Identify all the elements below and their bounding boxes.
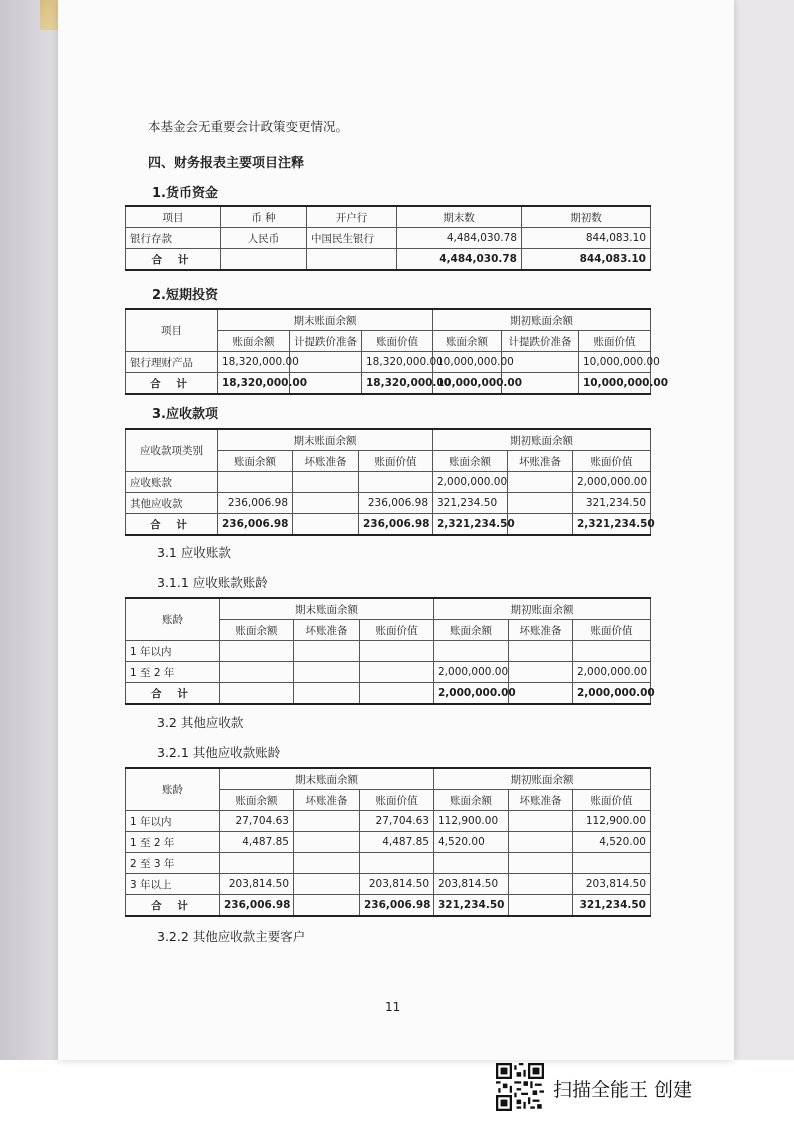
cell: 4,487.85 [220,832,294,853]
cell: 18,320,000.00 [362,373,433,395]
subsection-title: 3.1.1 应收账款账龄 [157,575,268,590]
cell [294,832,360,853]
cell: 3 年以上 [126,874,220,895]
header-cell: 账面价值 [573,620,651,641]
cell: 2,321,234.50 [573,514,651,536]
table-row [126,874,651,895]
header-cell: 项目 [126,206,221,228]
cell [220,683,294,705]
header-cell: 坏账准备 [294,620,360,641]
cell: 银行理财产品 [126,352,218,373]
table-header-row [126,309,651,331]
cell [573,641,651,662]
header-cell: 账面价值 [360,790,434,811]
cell: 合 计 [126,249,221,271]
cell: 236,006.98 [218,514,293,536]
cell: 合 计 [126,373,218,395]
table-row [126,811,651,832]
header-cell: 期初账面余额 [434,768,651,790]
table-row [126,352,651,373]
cell: 18,320,000.00 [218,373,290,395]
cell: 2,000,000.00 [573,472,651,493]
cell [360,641,434,662]
cash-table [125,205,651,271]
cell: 321,234.50 [433,493,508,514]
header-cell: 坏账准备 [508,451,573,472]
receivables-title: 3.应收款项 [152,407,218,422]
header-cell: 计提跌价准备 [502,331,579,352]
scanner-watermark: 扫描全能王 创建 [553,1079,693,1101]
cell: 应收账款 [126,472,218,493]
cell [294,683,360,705]
cell: 321,234.50 [573,493,651,514]
header-cell: 账面余额 [220,790,294,811]
header-cell: 坏账准备 [294,790,360,811]
cell: 27,704.63 [360,811,434,832]
cell [509,874,573,895]
cell: 18,320,000.00 [218,352,290,373]
cell: 10,000,000.00 [579,352,651,373]
cell [294,662,360,683]
header-cell: 账面余额 [434,790,509,811]
cell: 203,814.50 [573,874,651,895]
receivable-aging-table [125,597,655,705]
cell [293,514,359,536]
cell: 2,000,000.00 [434,662,509,683]
header-cell: 期初账面余额 [433,429,651,451]
table-header-row [126,206,651,228]
table-header-row [126,598,651,620]
cell: 112,900.00 [573,811,651,832]
receivables-table [125,428,655,536]
cell [509,641,573,662]
table-header-row [126,768,651,790]
cell: 合 计 [126,514,218,536]
header-cell: 账面余额 [434,620,509,641]
header-cell: 期初数 [522,206,651,228]
cell [360,683,434,705]
header-cell: 期末账面余额 [220,598,434,620]
table-row [126,493,651,514]
page-number: 11 [385,1000,401,1014]
table-total-row [126,514,651,536]
cell [360,853,434,874]
cell: 2,000,000.00 [433,472,508,493]
cell: 203,814.50 [220,874,294,895]
table-total-row [126,249,651,271]
cell [294,853,360,874]
cell: 27,704.63 [220,811,294,832]
cell: 1 年以内 [126,641,220,662]
investment-title: 2.短期投资 [152,288,218,303]
cell: 中国民生银行 [307,228,397,249]
cell: 203,814.50 [360,874,434,895]
cell: 4,520.00 [434,832,509,853]
cell: 1 至 2 年 [126,832,220,853]
cell [509,895,573,917]
header-cell: 账面价值 [362,331,433,352]
cell: 10,000,000.00 [579,373,651,395]
cell: 321,234.50 [573,895,651,917]
cell: 银行存款 [126,228,221,249]
table-total-row [126,373,651,395]
header-cell: 账龄 [126,768,220,811]
header-cell: 坏账准备 [509,620,573,641]
header-cell: 账面价值 [573,451,651,472]
cell: 236,006.98 [220,895,294,917]
cell [293,493,359,514]
header-cell: 账面价值 [360,620,434,641]
cell: 1 年以内 [126,811,220,832]
cell: 203,814.50 [434,874,509,895]
header-cell: 期初账面余额 [434,598,651,620]
cell: 4,484,030.78 [397,249,522,271]
cell [290,352,362,373]
cell: 4,520.00 [573,832,651,853]
table-row [126,853,651,874]
table-row [126,641,651,662]
header-cell: 应收款项类别 [126,429,218,472]
cell: 2 至 3 年 [126,853,220,874]
cell: 2,000,000.00 [434,683,509,705]
table-total-row [126,895,651,917]
cell [509,683,573,705]
header-cell: 计提跌价准备 [290,331,362,352]
cell [360,662,434,683]
cell [294,811,360,832]
cell: 10,000,000.00 [433,373,502,395]
cell [509,853,573,874]
cell: 合 计 [126,683,220,705]
header-cell: 账面余额 [220,620,294,641]
header-cell: 账面价值 [359,451,433,472]
header-cell: 开户行 [307,206,397,228]
cell [294,874,360,895]
header-cell: 坏账准备 [293,451,359,472]
cell [359,472,433,493]
cell [220,662,294,683]
table-row [126,228,651,249]
section-heading: 四、财务报表主要项目注释 [148,156,305,171]
header-cell: 账面价值 [573,790,651,811]
cell: 2,000,000.00 [573,683,651,705]
header-cell: 坏账准备 [509,790,573,811]
cell: 236,006.98 [360,895,434,917]
subsection-title: 3.1 应收账款 [157,545,231,560]
cell [220,641,294,662]
cell: 人民币 [221,228,307,249]
header-cell: 期末账面余额 [218,429,433,451]
cell [220,853,294,874]
header-cell: 账面余额 [433,331,502,352]
header-cell: 项目 [126,309,218,352]
cell: 18,320,000.00 [362,352,433,373]
cell: 4,487.85 [360,832,434,853]
cell [434,853,509,874]
table-row [126,662,651,683]
header-cell: 期末数 [397,206,522,228]
other-receivable-aging-table [125,767,651,917]
cell [434,641,509,662]
cell [508,493,573,514]
intro-text: 本基金会无重要会计政策变更情况。 [148,119,349,134]
cell: 10,000,000.00 [433,352,502,373]
cell [221,249,307,271]
cell: 合 计 [126,895,220,917]
cell: 2,000,000.00 [573,662,651,683]
cell: 其他应收款 [126,493,218,514]
cell [294,641,360,662]
header-cell: 期初账面余额 [433,309,651,331]
table-row [126,472,651,493]
cell [509,811,573,832]
cell: 4,484,030.78 [397,228,522,249]
qr-code-icon [496,1063,544,1111]
cell: 844,083.10 [522,249,651,271]
investment-table [125,308,669,395]
subsection-title: 3.2.2 其他应收款主要客户 [157,929,306,944]
subsection-title: 3.2.1 其他应收款账龄 [157,745,281,760]
header-cell: 账面余额 [218,331,290,352]
cell: 2,321,234.50 [433,514,508,536]
header-cell: 账龄 [126,598,220,641]
cell [293,472,359,493]
cell: 236,006.98 [359,514,433,536]
header-cell: 账面价值 [579,331,651,352]
cell: 236,006.98 [359,493,433,514]
cell [509,662,573,683]
cell: 112,900.00 [434,811,509,832]
cell [294,895,360,917]
cell: 321,234.50 [434,895,509,917]
header-cell: 账面余额 [433,451,508,472]
cell [573,853,651,874]
cash-title: 1.货币资金 [152,186,218,201]
cell: 1 至 2 年 [126,662,220,683]
cell [307,249,397,271]
header-cell: 账面余额 [218,451,293,472]
header-cell: 期末账面余额 [220,768,434,790]
cell: 844,083.10 [522,228,651,249]
table-total-row [126,683,651,705]
cell [508,472,573,493]
table-header-row [126,429,651,451]
cell [508,514,573,536]
cell [509,832,573,853]
cell [218,472,293,493]
header-cell: 币 种 [221,206,307,228]
header-cell: 期末账面余额 [218,309,433,331]
cell: 236,006.98 [218,493,293,514]
table-row [126,832,651,853]
subsection-title: 3.2 其他应收款 [157,715,244,730]
